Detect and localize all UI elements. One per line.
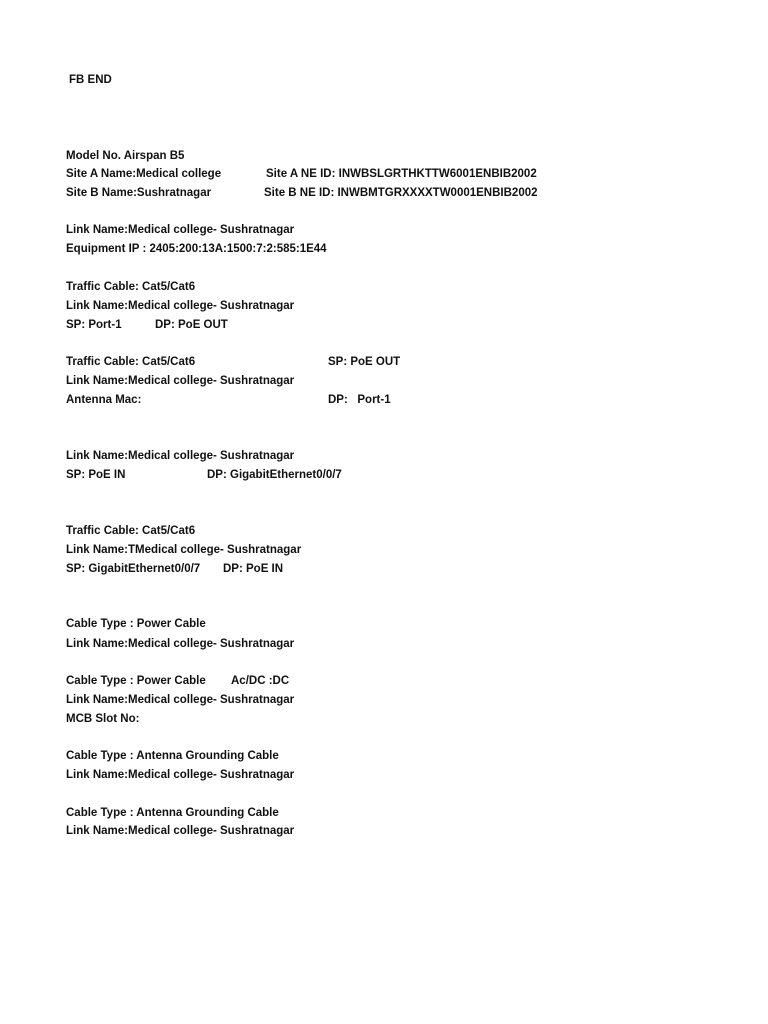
link-name: Link Name:Medical college- Sushratnagar [66,638,295,650]
link-name: Link Name:TMedical college- Sushratnagar [66,544,302,556]
destination-port: DP: PoE IN [223,563,284,575]
link-name: Link Name:Medical college- Sushratnagar [66,300,295,312]
source-port: SP: PoE OUT [328,356,401,368]
destination-port: DP: PoE OUT [155,319,228,331]
cable-type: Cable Type : Antenna Grounding Cable [66,807,279,819]
traffic-cable: Traffic Cable: Cat5/Cat6 [66,281,196,293]
ac-dc: Ac/DC :DC [231,675,290,687]
link-name: Link Name:Medical college- Sushratnagar [66,825,295,837]
antenna-mac: Antenna Mac: [66,394,142,406]
link-name: Link Name:Medical college- Sushratnagar [66,769,295,781]
source-port: SP: Port-1 [66,319,122,331]
link-name: Link Name:Medical college- Sushratnagar [66,375,295,387]
cable-type: Cable Type : Power Cable [66,675,206,687]
destination-port: DP: GigabitEthernet0/0/7 [207,469,342,481]
traffic-cable: Traffic Cable: Cat5/Cat6 [66,525,196,537]
link-name: Link Name:Medical college- Sushratnagar [66,694,295,706]
site-a-ne-id: Site A NE ID: INWBSLGRTHKTTW6001ENBIB2002 [266,168,537,180]
source-port: SP: GigabitEthernet0/0/7 [66,563,201,575]
source-port: SP: PoE IN [66,469,126,481]
site-a-name: Site A Name:Medical college [66,168,222,180]
model-number: Model No. Airspan B5 [66,150,185,162]
traffic-cable: Traffic Cable: Cat5/Cat6 [66,356,196,368]
mcb-slot: MCB Slot No: [66,713,140,725]
cable-type: Cable Type : Power Cable [66,618,206,630]
link-name: Link Name:Medical college- Sushratnagar [66,450,295,462]
equipment-ip: Equipment IP : 2405:200:13A:1500:7:2:585:1E44 [66,243,327,255]
link-name: Link Name:Medical college- Sushratnagar [66,224,295,236]
destination-port: DP: Port-1 [328,394,391,406]
site-b-name: Site B Name:Sushratnagar [66,187,212,199]
doc-header: FB END [69,74,112,86]
site-b-ne-id: Site B NE ID: INWBMTGRXXXXTW0001ENBIB2002 [264,187,538,199]
cable-type: Cable Type : Antenna Grounding Cable [66,750,279,762]
